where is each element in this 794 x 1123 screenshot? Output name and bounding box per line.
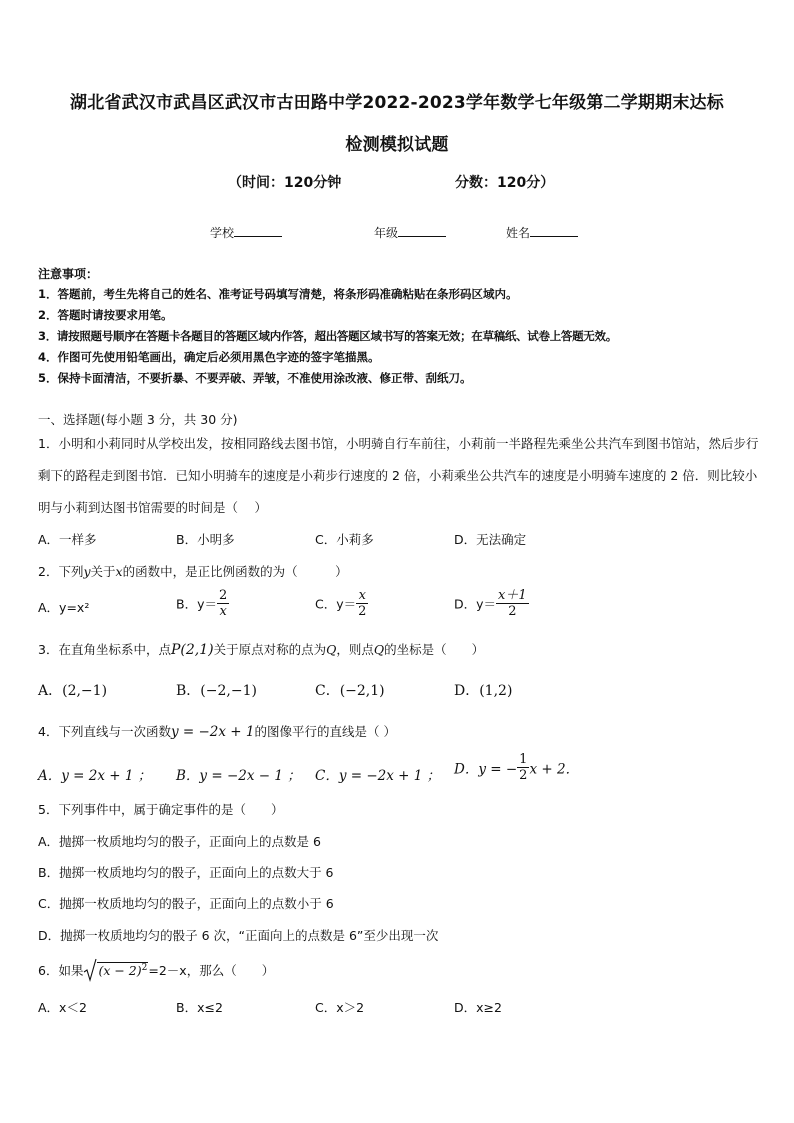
q2-text-post: 的函数中，是正比例函数的为（ ） [122, 564, 348, 579]
question-1: 1．小明和小莉同时从学校出发，按相同路线去图书馆，小明骑自行车前往，小莉前一半路程先乘坐公共汽车到图书馆站，然后步行剩下的路程走到图书馆．已知小明骑车的速度是小莉步行速度的 2 倍，小莉乘坐公共汽车的速度是小明骑车速度的 2 倍．则比较小明与小莉到达图书馆需要的时间是（ ） [38, 436, 759, 515]
q2-c-num: x [356, 588, 368, 604]
grade-label: 年级 [374, 226, 399, 240]
exam-score: 分数：120分） [455, 175, 555, 191]
q2-c-fraction [356, 588, 368, 619]
q4-option-d[interactable] [454, 752, 579, 783]
exam-time: （时间：120分钟 [228, 175, 342, 191]
name-label: 姓名 [506, 226, 531, 240]
note-item: 2．答题时请按要求用笔。 [38, 308, 173, 322]
q3-text-mid: 关于原点对称的点为 [213, 642, 327, 657]
q1-option-b[interactable]: B．小明多 [176, 532, 235, 547]
q4-option-b[interactable]: B．y = −2x − 1 ； [176, 768, 301, 784]
note-item: 4．作图可先使用铅笔画出，确定后必须用黑色字迹的签字笔描黑。 [38, 350, 380, 364]
q2-b-num: 2 [218, 588, 228, 603]
q2-option-a[interactable]: A．y=x² [38, 600, 90, 615]
q2-d-num: x＋1 [498, 588, 527, 603]
question-2 [38, 562, 348, 580]
q2-b-den: x [219, 604, 227, 619]
q3-point-q2: Q [373, 642, 385, 657]
q4-text-pre: 4．下列直线与一次函数 [38, 724, 171, 739]
q4-d-tail: x + 2． [529, 761, 580, 778]
q3-point-p: P(2,1) [170, 642, 214, 658]
q5-option-a[interactable]: A．抛掷一枚质地均匀的骰子，正面向上的点数是 6 [38, 834, 321, 849]
q3-option-d[interactable]: D．(1,2) [454, 683, 513, 699]
q6-text-post: =2－x，那么（ ） [148, 963, 275, 978]
question-6 [38, 958, 274, 982]
q5-option-c[interactable]: C．抛掷一枚质地均匀的骰子，正面向上的点数小于 6 [38, 896, 334, 911]
q6-option-c[interactable]: C．x＞2 [315, 1000, 365, 1015]
name-field[interactable] [506, 224, 578, 241]
q6-exponent: 2 [141, 962, 148, 973]
q2-text-pre: 2．下列 [38, 564, 84, 579]
page-title: 湖北省武汉市武昌区武汉市古田路中学2022-2023学年数学七年级第二学期期末达标 [70, 93, 724, 113]
grade-blank[interactable] [398, 224, 446, 237]
q4-option-c[interactable]: C．y = −2x + 1 ； [315, 768, 441, 784]
notes-heading: 注意事项： [38, 267, 99, 281]
q4-d-den: 2 [519, 768, 528, 783]
question-4 [38, 722, 396, 740]
q2-b-label: B．y＝ [176, 596, 217, 612]
q4-d-num: 1 [519, 752, 528, 767]
q4-text-post: 的图像平行的直线是（ ） [254, 724, 396, 739]
q1-option-c[interactable]: C．小莉多 [315, 532, 374, 547]
school-label: 学校 [210, 226, 235, 240]
q2-c-den: 2 [358, 604, 367, 619]
q6-sqrt-expression [83, 958, 148, 982]
q3-option-c[interactable]: C．(−2,1) [315, 683, 385, 699]
q3-option-a[interactable]: A．(2,−1) [38, 683, 108, 699]
school-field[interactable] [210, 224, 282, 241]
q6-option-a[interactable]: A．x＜2 [38, 1000, 87, 1015]
section-heading: 一、选择题(每小题 3 分，共 30 分) [38, 412, 238, 427]
q6-option-d[interactable]: D．x≥2 [454, 1000, 502, 1015]
q3-text-pre: 3．在直角坐标系中，点 [38, 642, 171, 657]
page-title-line2: 检测模拟试题 [345, 135, 449, 155]
q2-option-c[interactable] [315, 588, 368, 619]
school-blank[interactable] [234, 224, 282, 237]
question-3 [38, 640, 484, 658]
grade-field[interactable] [374, 224, 446, 241]
q4-d-fraction [517, 752, 529, 783]
q5-option-d[interactable]: D．抛掷一枚质地均匀的骰子 6 次，“正面向上的点数是 6”至少出现一次 [38, 928, 439, 943]
q4-option-a[interactable]: A．y = 2x + 1 ； [38, 768, 152, 784]
q2-d-fraction [496, 588, 529, 619]
q2-d-label: D．y＝ [454, 596, 497, 612]
name-blank[interactable] [530, 224, 578, 237]
note-item: 3．请按照题号顺序在答题卡各题目的答题区域内作答，超出答题区域书写的答案无效；在草稿纸、试卷上答题无效。 [38, 329, 617, 343]
q3-text-mid2: ，则点 [336, 642, 374, 657]
q2-d-den: 2 [508, 604, 517, 619]
q6-option-b[interactable]: B．x≤2 [176, 1000, 223, 1015]
q2-var-x: x [115, 564, 123, 579]
q6-radicand: (x − 2) [98, 962, 142, 978]
q1-option-d[interactable]: D．无法确定 [454, 532, 527, 547]
note-item: 5．保持卡面清洁，不要折暴、不要弄破、弄皱，不准使用涂改液、修正带、刮纸刀。 [38, 371, 472, 385]
q1-option-a[interactable]: A．一样多 [38, 532, 97, 547]
q2-option-d[interactable] [454, 588, 529, 619]
q2-text-mid: 关于 [90, 564, 116, 579]
q2-b-fraction [217, 588, 229, 619]
q2-option-b[interactable] [176, 588, 229, 619]
q2-c-label: C．y＝ [315, 596, 357, 612]
q4-function: y = −2x + 1 [170, 724, 255, 740]
q4-d-label: D．y = − [454, 761, 518, 778]
note-item: 1．答题前，考生先将自己的姓名、准考证号码填写清楚，将条形码准确粘贴在条形码区域内。 [38, 287, 518, 301]
sqrt-sign-icon [83, 958, 97, 982]
q6-text-pre: 6．如果 [38, 963, 84, 978]
q3-point-q: Q [326, 642, 337, 657]
q3-text-post: 的坐标是（ ） [384, 642, 485, 657]
q2-var-y: y [83, 564, 91, 579]
q5-option-b[interactable]: B．抛掷一枚质地均匀的骰子，正面向上的点数大于 6 [38, 865, 334, 880]
question-5: 5．下列事件中，属于确定事件的是（ ） [38, 802, 284, 817]
q3-option-b[interactable]: B．(−2,−1) [176, 683, 257, 699]
